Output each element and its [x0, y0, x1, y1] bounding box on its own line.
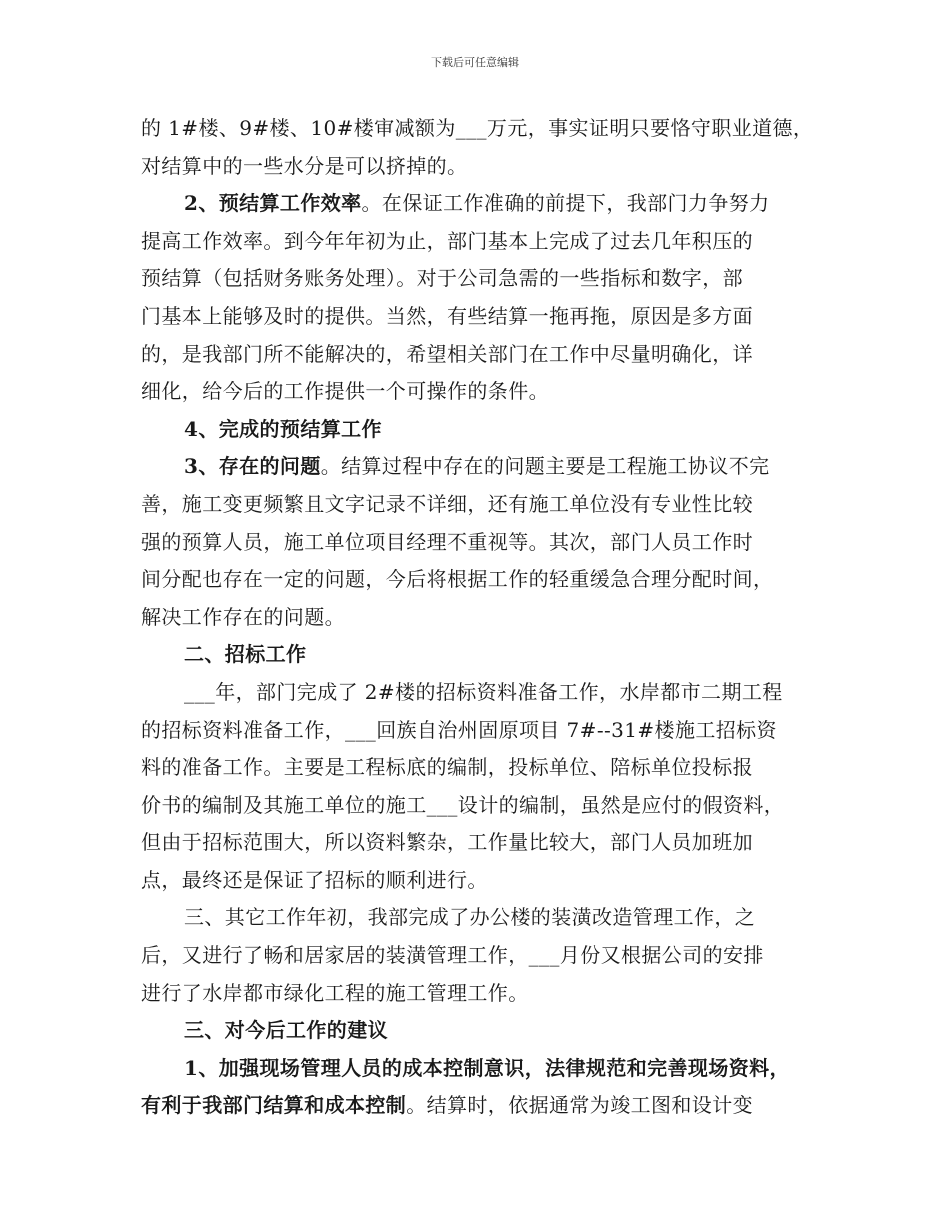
text-segment: 善，施工变更频繁且文字记录不详细，还有施工单位没有专业性比较	[141, 491, 753, 516]
text-line	[141, 148, 813, 186]
text-line	[141, 373, 813, 411]
text-line	[141, 298, 813, 336]
text-segment: 门基本上能够及时的提供。当然，有些结算一拖再拖，原因是多方面	[141, 303, 753, 328]
text-line	[141, 524, 813, 562]
text-line	[141, 787, 813, 825]
text-line	[141, 486, 813, 524]
text-segment: 进行了水岸都市绿化工程的施工管理工作。	[141, 980, 529, 1005]
text-segment: 料的准备工作。主要是工程标底的编制，投标单位、陪标单位投标报	[141, 755, 753, 780]
text-line	[141, 636, 813, 674]
bold-text-segment: 2、预结算工作效率	[184, 191, 362, 216]
text-segment: 三、其它工作年初，我部完成了办公楼的装潢改造管理工作，之	[184, 905, 756, 930]
text-segment: 提高工作效率。到今年年初为止，部门基本上完成了过去几年积压的	[141, 228, 753, 253]
text-line	[141, 937, 813, 975]
text-line	[141, 712, 813, 750]
text-segment: 细化，给今后的工作提供一个可操作的条件。	[141, 379, 549, 404]
text-line	[141, 260, 813, 298]
bold-text-segment: 3、存在的问题	[184, 454, 321, 479]
text-segment: 。结算过程中存在的问题主要是工程施工协议不完	[320, 454, 770, 479]
text-segment: 但由于招标范围大，所以资料繁杂，工作量比较大，部门人员加班加	[141, 830, 753, 855]
text-segment: 预结算（包括财务账务处理）。对于公司急需的一些指标和数字，部	[141, 266, 743, 291]
text-line	[141, 448, 813, 486]
text-segment: 的招标资料准备工作，___回族自治州固原项目 7#--31#楼施工招标资	[141, 717, 777, 742]
document-body	[141, 110, 813, 1125]
text-segment: 强的预算人员，施工单位项目经理不重视等。其次，部门人员工作时	[141, 529, 753, 554]
text-line	[141, 223, 813, 261]
text-segment: 。结算时，依据通常为竣工图和设计变	[406, 1093, 754, 1118]
bold-text-segment: 4、完成的预结算工作	[184, 416, 382, 441]
text-segment: 的 1#楼、9#楼、10#楼审减额为___万元，事实证明只要恪守职业道德，	[141, 116, 814, 140]
text-segment: 对结算中的一些水分是可以挤掉的。	[141, 153, 468, 178]
text-line	[141, 975, 813, 1013]
text-line	[141, 336, 813, 374]
bold-text-segment: 有利于我部门结算和成本控制	[141, 1093, 407, 1118]
text-segment: 。在保证工作准确的前提下，我部门力争努力	[361, 191, 770, 216]
bold-text-segment: 1、加强现场管理人员的成本控制意识，法律规范和完善现场资料，	[184, 1055, 790, 1080]
text-line	[141, 561, 813, 599]
text-segment: 价书的编制及其施工单位的施工___设计的编制，虽然是应付的假资料，	[141, 792, 785, 817]
text-segment: 点，最终还是保证了招标的顺利进行。	[141, 867, 488, 892]
text-line	[141, 1012, 813, 1050]
text-line	[141, 862, 813, 900]
text-line	[141, 899, 813, 937]
text-line	[141, 110, 813, 148]
text-line	[141, 1087, 813, 1125]
bold-text-segment: 二、招标工作	[184, 642, 307, 667]
text-line	[141, 1050, 813, 1088]
text-line	[141, 411, 813, 449]
text-segment: ___年，部门完成了 2#楼的招标资料准备工作，水岸都市二期工程	[184, 679, 783, 704]
text-line	[141, 824, 813, 862]
page-header-note: 下载后可任意编辑	[431, 56, 519, 69]
text-line	[141, 185, 813, 223]
text-segment: 间分配也存在一定的问题，今后将根据工作的轻重缓急合理分配时间，	[141, 567, 774, 592]
text-segment: 解决工作存在的问题。	[141, 604, 345, 629]
text-segment: 的，是我部门所不能解决的，希望相关部门在工作中尽量明确化，详	[141, 341, 753, 366]
text-line	[141, 749, 813, 787]
bold-text-segment: 三、对今后工作的建议	[184, 1018, 388, 1043]
text-line	[141, 599, 813, 637]
text-line	[141, 674, 813, 712]
text-segment: 后，又进行了畅和居家居的装潢管理工作，___月份又根据公司的安排	[141, 943, 764, 968]
